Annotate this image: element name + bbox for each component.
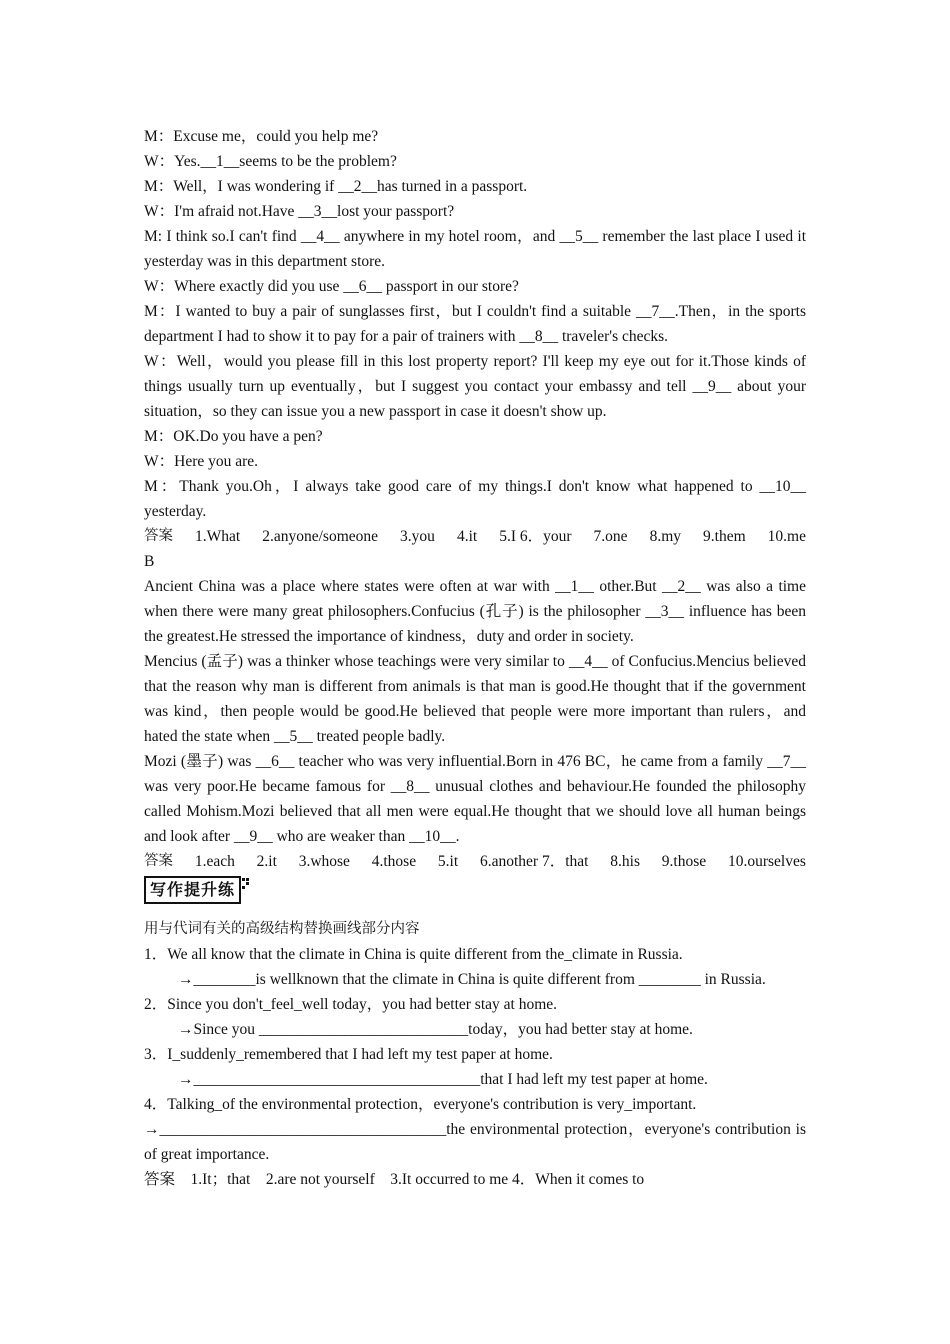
answer-item: 8.his [610, 853, 640, 870]
instruction: 用与代词有关的高级结构替换画线部分内容 [144, 921, 420, 937]
passage-paragraph: Mozi (墨子) was __6__ teacher who was very influential.Born in 476 BC，he came from a family __7__ was very poor.He became famous for __8__ unusual clothes and behaviour.He founded the philosophy called Mohism.Mozi believed that all men were equal.He thought that we should love all human beings and look after __9__ who are weaker than __10__. [144, 753, 806, 845]
section-b-label: B [144, 553, 155, 570]
exercise-question: 3．I_suddenly_remembered that I had left my test paper at home. [144, 1046, 553, 1063]
answer-key-b [144, 849, 806, 874]
answer-label: 答案 [144, 528, 173, 544]
passage-paragraph: Ancient China was a place where states were often at war with __1__ other.But __2__ was also a time when there were many great philosophers.Confucius (孔子) is the philosopher __3__ influence has been the greatest.He stressed the importance of kindness，duty and order in society. [144, 578, 806, 645]
dialogue-line: W：Where exactly did you use __6__ passport in our store? [144, 278, 519, 295]
answer-item: 3.you [400, 528, 435, 545]
exercise-answer-line: →_____________________________________the environmental protection，everyone's contribution is of great importance. [144, 1121, 806, 1163]
dialogue-line: W：Here you are. [144, 453, 259, 470]
exercise-question: 4．Talking_of the environmental protection，everyone's contribution is very_important. [144, 1096, 697, 1113]
answer-item: 5.it [437, 853, 459, 870]
answer-item: 3.whose [298, 853, 350, 870]
answer-item: 7.one [593, 528, 628, 545]
passage-paragraph: Mencius (孟子) was a thinker whose teachings were very similar to __4__ of Confucius.Mencius believed that the reason why man is different from animals is that man is good.He thought that if the government was kind，then people would be good.He believed that people were more important than rulers，and hated the state when __5__ treated people badly. [144, 653, 806, 745]
section-header [144, 875, 806, 905]
answer-key-a [144, 524, 806, 549]
dialogue-line: W：Yes.__1__seems to be the problem? [144, 153, 397, 170]
dialogue-line: M: I think so.I can't find __4__ anywhere in my hotel room，and __5__ remember the last place I used it yesterday was in this department store. [144, 228, 806, 270]
exercise-answer-line: →________is wellknown that the climate in China is quite different from ________ in Russia. [178, 971, 766, 988]
document-page [144, 124, 806, 1192]
exercise-answer-line: →_____________________________________that I had left my test paper at home. [178, 1071, 708, 1088]
answer-item: 9.those [661, 853, 707, 870]
dialogue-line: M：I wanted to buy a pair of sunglasses first，but I couldn't find a suitable __7__.Then，in the sports department I had to show it to pay for a pair of trainers with __8__ traveler's checks. [144, 303, 806, 345]
answer-item: 10.me [767, 528, 806, 545]
answer-item: 2.it [256, 853, 277, 870]
answer-item: 2.anyone/someone [262, 528, 379, 545]
corner-mark-icon [241, 877, 251, 903]
answer-item: 8.my [649, 528, 682, 545]
dialogue-line: M：Excuse me，could you help me? [144, 128, 379, 145]
dialogue-line: W：Well，would you please fill in this lost property report? I'll keep my eye out for it.Those kinds of things usually turn up eventually，but I suggest you contact your embassy and tell __9__ about your situation，so they can issue you a new passport in case it doesn't show up. [144, 353, 806, 420]
answer-item: 5.I 6．your [499, 528, 572, 545]
answer-label: 答案 [144, 853, 173, 869]
answer-item: 10.ourselves [727, 853, 806, 870]
dialogue-line: M：Thank you.Oh，I always take good care of my things.I don't know what happened to __10__ yesterday. [144, 478, 806, 520]
dialogue-line: W：I'm afraid not.Have __3__lost your passport? [144, 203, 455, 220]
answer-item: 1.each [194, 853, 235, 870]
answer-key-c: 答案 1.It；that 2.are not yourself 3.It occurred to me 4．When it comes to [144, 1171, 645, 1188]
answer-item: 1.What [195, 528, 241, 545]
answer-item: 9.them [703, 528, 746, 545]
exercise-question: 1．We all know that the climate in China is quite different from the_climate in Russia. [144, 946, 683, 963]
answer-item: 4.those [371, 853, 417, 870]
answer-item: 4.it [456, 528, 478, 545]
exercise-question: 2．Since you don't_feel_well today，you had better stay at home. [144, 996, 558, 1013]
answer-item: 6.another 7．that [479, 853, 589, 870]
section-title: 写作提升练 [144, 876, 241, 904]
dialogue-line: M：Well，I was wondering if __2__has turned in a passport. [144, 178, 528, 195]
dialogue-line: M：OK.Do you have a pen? [144, 428, 323, 445]
exercise-answer-line: →Since you ___________________________today，you had better stay at home. [178, 1021, 693, 1038]
